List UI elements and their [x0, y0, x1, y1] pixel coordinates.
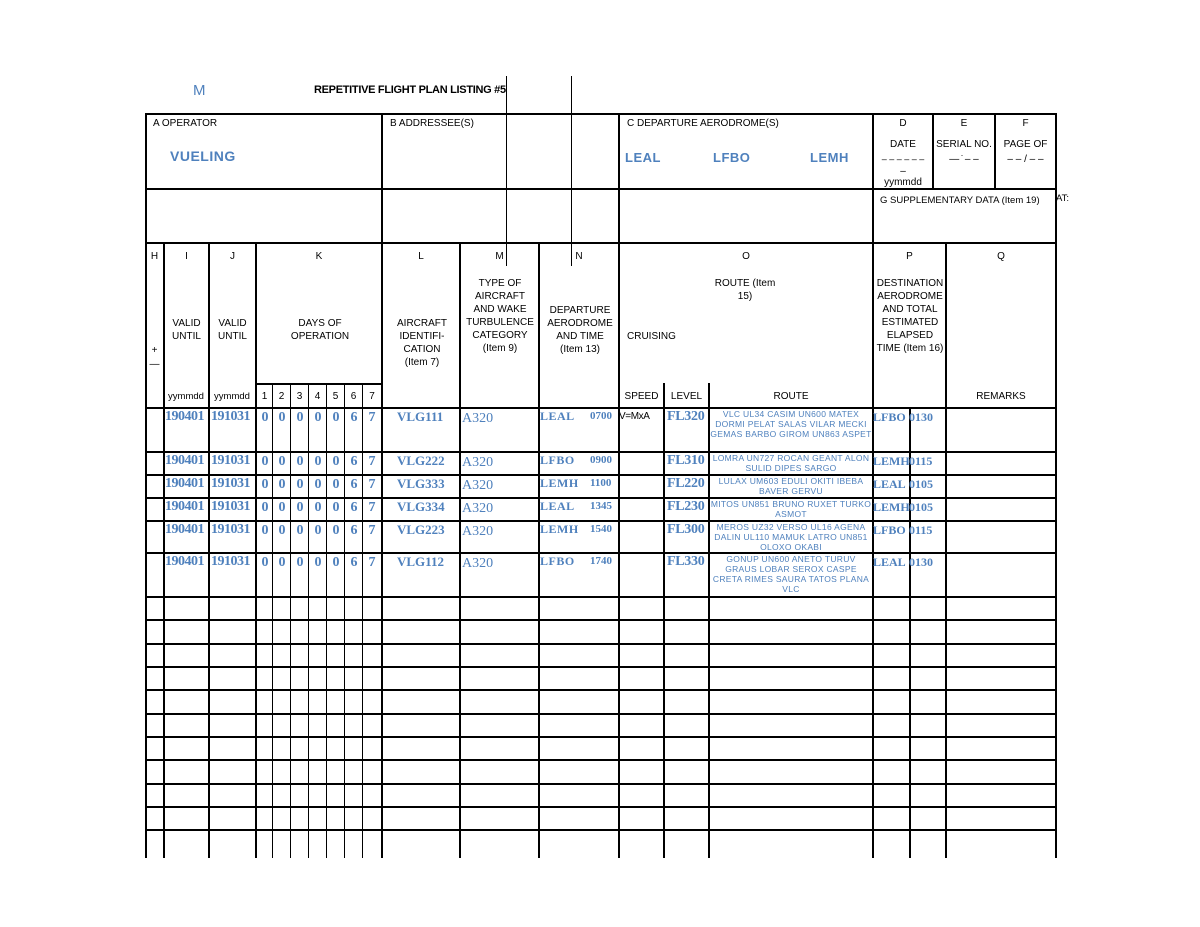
- col-j-letter: J: [230, 251, 235, 262]
- row-rule: [145, 619, 1057, 621]
- aircraft-id: VLG222: [397, 453, 445, 468]
- i-yymmdd: yymmdd: [168, 391, 204, 402]
- route-text: LULAX UM603 EDULI OKITI IBEBA BAVER GERVU: [718, 476, 864, 496]
- route-text: GONUP UN600 ANETO TURUV GRAUS LOBAR SEROX CASPE CRETA RIMES SAURA TATOS PLANA VLC: [712, 554, 870, 594]
- valid-until: 191031: [211, 476, 250, 491]
- day-1-label: 1: [261, 391, 268, 402]
- day-2-value: 0: [278, 477, 286, 492]
- col-rule: [208, 242, 210, 858]
- aircraft-type: A320: [462, 411, 494, 426]
- elapsed-time: 0130: [909, 410, 933, 424]
- elapsed-time: 0130: [909, 555, 933, 569]
- destination-aerodrome: LEAL: [873, 555, 906, 569]
- day-6-value: 6: [350, 555, 358, 570]
- rule: [145, 407, 1057, 409]
- departure-aerodrome: LEMH: [540, 476, 579, 490]
- rule: [145, 242, 1057, 244]
- col-rule: [459, 242, 461, 858]
- row-rule: [145, 552, 1057, 554]
- page-of-label: PAGE OF: [1003, 139, 1048, 150]
- valid-until: 191031: [211, 453, 250, 468]
- day-5-label: 5: [332, 391, 339, 402]
- cruising-level: FL230: [667, 499, 705, 514]
- col-rule: [163, 242, 165, 858]
- day-5-value: 0: [332, 523, 340, 538]
- supplementary-at: AT:: [1056, 193, 1070, 204]
- aerodrome-3: LEMH: [810, 150, 849, 165]
- day-2-value: 0: [278, 454, 286, 469]
- aircraft-id: VLG111: [397, 409, 444, 424]
- day-1-value: 0: [261, 410, 269, 425]
- col-o-letter: O: [742, 251, 750, 262]
- col-rule: [538, 242, 540, 858]
- day-7-value: 7: [368, 523, 376, 538]
- day-3-value: 0: [296, 555, 304, 570]
- day-1-value: 0: [261, 523, 269, 538]
- col-rule: [381, 113, 383, 858]
- date-dash: –: [900, 166, 906, 177]
- valid-from: 190401: [165, 453, 204, 468]
- day-1-value: 0: [261, 555, 269, 570]
- day-3-value: 0: [296, 454, 304, 469]
- destination-aerodrome: LFBO: [873, 523, 906, 537]
- row-rule: [145, 497, 1057, 499]
- remarks-label: REMARKS: [976, 391, 1026, 402]
- day-6-value: 6: [350, 410, 358, 425]
- departure-time: 1345: [590, 500, 612, 512]
- day-2-label: 2: [278, 391, 285, 402]
- col-rule: [1055, 113, 1057, 858]
- day-4-value: 0: [314, 477, 322, 492]
- stray-line: [571, 76, 572, 266]
- col-o-desc: ROUTE (Item 15): [714, 278, 776, 302]
- stray-line: [506, 76, 507, 266]
- cruising-level: FL310: [667, 453, 705, 468]
- day-5-value: 0: [332, 477, 340, 492]
- aircraft-type: A320: [462, 556, 494, 571]
- day-4-value: 0: [314, 523, 322, 538]
- col-i-desc: VALID UNTIL: [172, 318, 201, 342]
- aerodrome-1: LEAL: [625, 150, 661, 165]
- col-rule: [663, 383, 665, 858]
- e-letter: E: [960, 118, 968, 129]
- col-rule: [618, 113, 620, 858]
- page-title: REPETITIVE FLIGHT PLAN LISTING #5: [314, 84, 506, 96]
- departure-aerodrome: LEMH: [540, 522, 579, 536]
- route-text: LOMRA UN727 ROCAN GEANT ALON SULID DIPES SARGO: [712, 453, 870, 473]
- departure-aerodrome: LEAL: [540, 499, 575, 513]
- day-4-value: 0: [314, 555, 322, 570]
- valid-from: 190401: [165, 476, 204, 491]
- day-3-value: 0: [296, 477, 304, 492]
- day-7-value: 7: [368, 410, 376, 425]
- col-p-desc: DESTINATION AERODROME AND TOTAL ESTIMATED ELAPSED TIME (Item 16): [876, 278, 944, 354]
- aircraft-type: A320: [462, 455, 494, 470]
- col-rule: [994, 113, 996, 189]
- day-7-value: 7: [368, 555, 376, 570]
- row-rule: [145, 666, 1057, 668]
- aerodrome-2: LFBO: [713, 150, 751, 165]
- day-7-value: 7: [368, 500, 376, 515]
- row-rule: [145, 520, 1057, 522]
- day-2-value: 0: [278, 523, 286, 538]
- minus-sign: —: [149, 359, 160, 370]
- col-rule: [145, 113, 147, 858]
- col-rule: [932, 113, 934, 189]
- elapsed-time: 0105: [909, 500, 933, 514]
- departure-time: 1100: [590, 477, 612, 489]
- day-2-value: 0: [278, 500, 286, 515]
- day-3-value: 0: [296, 523, 304, 538]
- serial-value: — ̇ – –: [949, 154, 979, 165]
- col-rule: [909, 407, 911, 858]
- day-3-value: 0: [296, 500, 304, 515]
- departure-aerodrome: LEAL: [540, 409, 575, 423]
- departure-time: 1540: [590, 523, 612, 535]
- elapsed-time: 0115: [909, 523, 933, 537]
- departure-time: 0700: [590, 410, 612, 422]
- row-rule: [145, 474, 1057, 476]
- aircraft-id: VLG334: [397, 499, 445, 514]
- aircraft-type: A320: [462, 524, 494, 539]
- col-k-letter: K: [315, 251, 323, 262]
- destination-aerodrome: LFBO: [873, 410, 906, 424]
- aircraft-id: VLG333: [397, 476, 445, 491]
- row-rule: [145, 736, 1057, 738]
- day-6-value: 6: [350, 500, 358, 515]
- destination-aerodrome: LEAL: [873, 477, 906, 491]
- day-5-value: 0: [332, 555, 340, 570]
- cruising-level: FL220: [667, 476, 705, 491]
- departure-time: 0900: [590, 454, 612, 466]
- addressees-label: B ADDRESSEE(S): [390, 118, 474, 129]
- day-5-value: 0: [332, 500, 340, 515]
- day-5-value: 0: [332, 454, 340, 469]
- destination-aerodrome: LEMH: [873, 454, 910, 468]
- day-1-value: 0: [261, 500, 269, 515]
- row-rule: [145, 829, 1057, 831]
- row-rule: [145, 643, 1057, 645]
- row-rule: [145, 759, 1057, 761]
- cruising-level: FL300: [667, 522, 705, 537]
- row-rule: [145, 451, 1057, 453]
- col-l-desc: AIRCRAFT IDENTIFI- CATION (Item 7): [397, 318, 447, 368]
- plus-sign: +: [151, 345, 158, 356]
- date-dashes: – – – – – –: [881, 154, 925, 164]
- day-1-value: 0: [261, 454, 269, 469]
- page-of-value: – – / – –: [1007, 154, 1044, 165]
- row-rule: [145, 689, 1057, 691]
- aircraft-id: VLG112: [397, 554, 444, 569]
- day-7-value: 7: [368, 454, 376, 469]
- col-n-letter: N: [575, 251, 583, 262]
- col-k-desc: DAYS OF OPERATION: [290, 318, 350, 342]
- day-1-value: 0: [261, 477, 269, 492]
- supplementary-data-label: G SUPPLEMENTARY DATA (Item 19): [880, 195, 1040, 206]
- route-label: ROUTE: [773, 391, 809, 402]
- row-rule: [145, 806, 1057, 808]
- cruising-speed: V=MxA: [619, 411, 650, 422]
- day-2-value: 0: [278, 555, 286, 570]
- day-6-label: 6: [350, 391, 357, 402]
- col-q-letter: Q: [997, 251, 1005, 262]
- day-4-label: 4: [314, 391, 321, 402]
- elapsed-time: 0115: [909, 454, 933, 468]
- route-text: MEROS UZ32 VERSO UL16 AGENA DALIN UL110 MAMUK LATRO UN851 OLOXO OKABI: [714, 522, 868, 552]
- row-rule: [145, 783, 1057, 785]
- aircraft-type: A320: [462, 501, 494, 516]
- day-3-value: 0: [296, 410, 304, 425]
- aircraft-id: VLG223: [397, 522, 445, 537]
- col-p-letter: P: [906, 251, 913, 262]
- day-6-value: 6: [350, 454, 358, 469]
- cruising-label: CRUISING: [627, 331, 676, 342]
- departure-aerodrome: LFBO: [540, 554, 575, 568]
- day-4-value: 0: [314, 500, 322, 515]
- valid-from: 190401: [165, 522, 204, 537]
- day-4-value: 0: [314, 454, 322, 469]
- day-6-value: 6: [350, 477, 358, 492]
- col-rule: [945, 242, 947, 858]
- operator-label: A OPERATOR: [153, 118, 218, 129]
- valid-until: 191031: [211, 554, 250, 569]
- cruising-level: FL330: [667, 554, 705, 569]
- route-text: MITOS UN851 BRUNO RUXET TURKO ASMOT: [710, 499, 872, 519]
- col-h-letter: H: [150, 251, 159, 262]
- valid-until: 191031: [211, 499, 250, 514]
- route-text: VLC UL34 CASIM UN600 MATEX DORMI PELAT SALAS VILAR MECKI GEMAS BARBO GIROM UN863 ASPET: [710, 409, 872, 439]
- cruising-level: FL320: [667, 409, 705, 424]
- aircraft-type: A320: [462, 478, 494, 493]
- day-4-value: 0: [314, 410, 322, 425]
- date-label: DATE: [890, 139, 916, 150]
- day-5-value: 0: [332, 410, 340, 425]
- valid-from: 190401: [165, 409, 204, 424]
- day-3-label: 3: [296, 391, 303, 402]
- departure-aerodromes-label: C DEPARTURE AERODROME(S): [627, 118, 779, 129]
- col-n-desc: DEPARTURE AERODROME AND TIME (Item 13): [547, 305, 613, 355]
- departure-aerodrome: LFBO: [540, 453, 575, 467]
- elapsed-time: 0105: [909, 477, 933, 491]
- col-l-letter: L: [418, 251, 424, 262]
- logo-mark: M: [193, 82, 206, 99]
- row-rule: [145, 596, 1057, 598]
- departure-time: 1740: [590, 555, 612, 567]
- destination-aerodrome: LEMH: [873, 500, 910, 514]
- col-m-desc: TYPE OF AIRCRAFT AND WAKE TURBULENCE CATEGORY (Item 9): [466, 278, 534, 354]
- col-j-desc: VALID UNTIL: [218, 318, 247, 342]
- day-7-value: 7: [368, 477, 376, 492]
- serial-label: SERIAL NO.: [936, 139, 992, 150]
- day-2-value: 0: [278, 410, 286, 425]
- j-yymmdd: yymmdd: [214, 391, 250, 402]
- col-m-letter: M: [495, 251, 504, 262]
- valid-until: 191031: [211, 409, 250, 424]
- d-letter: D: [899, 118, 907, 129]
- col-rule: [255, 242, 257, 858]
- valid-from: 190401: [165, 499, 204, 514]
- rule: [145, 113, 1057, 115]
- date-format: yymmdd: [884, 177, 922, 188]
- speed-label: SPEED: [624, 391, 659, 402]
- col-i-letter: I: [185, 251, 188, 262]
- valid-until: 191031: [211, 522, 250, 537]
- operator-value: VUELING: [170, 148, 236, 164]
- day-7-label: 7: [369, 391, 375, 402]
- day-6-value: 6: [350, 523, 358, 538]
- row-rule: [145, 713, 1057, 715]
- f-letter: F: [1022, 118, 1029, 129]
- valid-from: 190401: [165, 554, 204, 569]
- level-label: LEVEL: [670, 391, 703, 402]
